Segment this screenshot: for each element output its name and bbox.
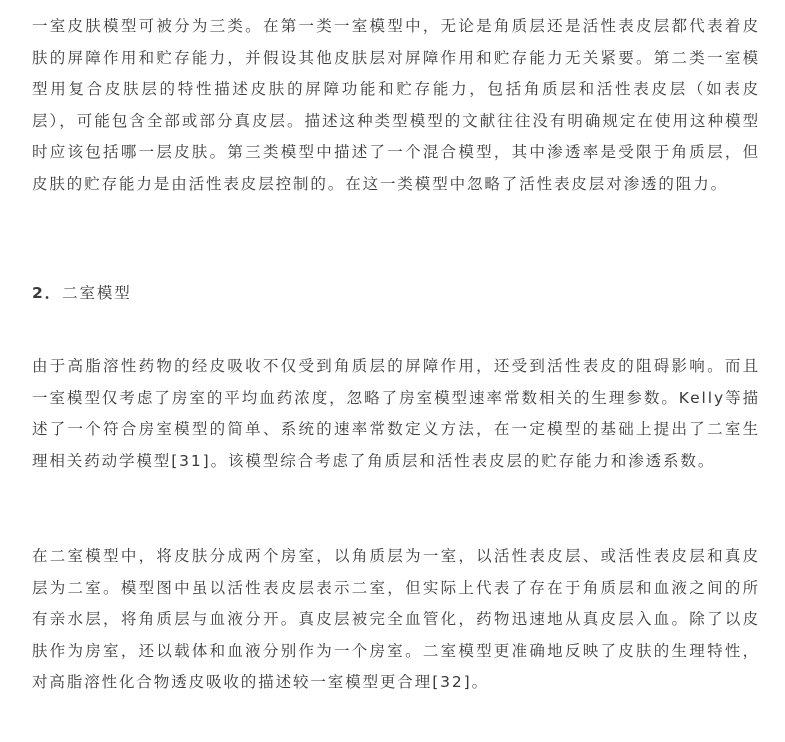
paragraph-two-compartment-intro: 由于高脂溶性药物的经皮吸收不仅受到角质层的屏障作用，还受到活性表皮的阻碍影响。而且一室模型仅考虑了房室的平均血药浓度，忽略了房室模型速率常数相关的生理参数。Kelly等描述了一个符合房室模型的简单、系统的速率常数定义方法，在一定模型的基础上提出了二室生理相关药动学模型[31]。该模型综合考虑了角质层和活性表皮层的贮存能力和渗透系数。: [32, 357, 760, 470]
section-heading-number: 2．: [32, 284, 63, 302]
paragraph-two-compartment-detail: 在二室模型中，将皮肤分成两个房室，以角质层为一室，以活性表皮层、或活性表皮层和真皮层为二室。模型图中虽以活性表皮层表示二室，但实际上代表了存在于角质层和血液之间的所有亲水层，将角质层与血液分开。真皮层被完全血管化，药物迅速地从真皮层入血。除了以皮肤作为房室，还以载体和血液分别作为一个房室。二室模型更准确地反映了皮肤的生理特性，对高脂溶性化合物透皮吸收的描述较一室模型更合理[32]。: [32, 547, 760, 691]
section-heading-text: 二室模型: [62, 284, 132, 302]
section-heading: [32, 282, 132, 304]
paragraph-one-compartment-types: 一室皮肤模型可被分为三类。在第一类一室模型中，无论是角质层还是活性表皮层都代表着皮肤的屏障作用和贮存能力，并假设其他皮肤层对屏障作用和贮存能力无关紧要。第二类一室模型用复合皮肤层的特性描述皮肤的屏障功能和贮存能力，包括角质层和活性表皮层（如表皮层），可能包含全部或部分真皮层。描述这种类型模型的文献往往没有明确规定在使用这种模型时应该包括哪一层皮肤。第三类模型中描述了一个混合模型，其中渗透率是受限于角质层，但皮肤的贮存能力是由活性表皮层控制的。在这一类模型中忽略了活性表皮层对渗透的阻力。: [32, 17, 760, 193]
